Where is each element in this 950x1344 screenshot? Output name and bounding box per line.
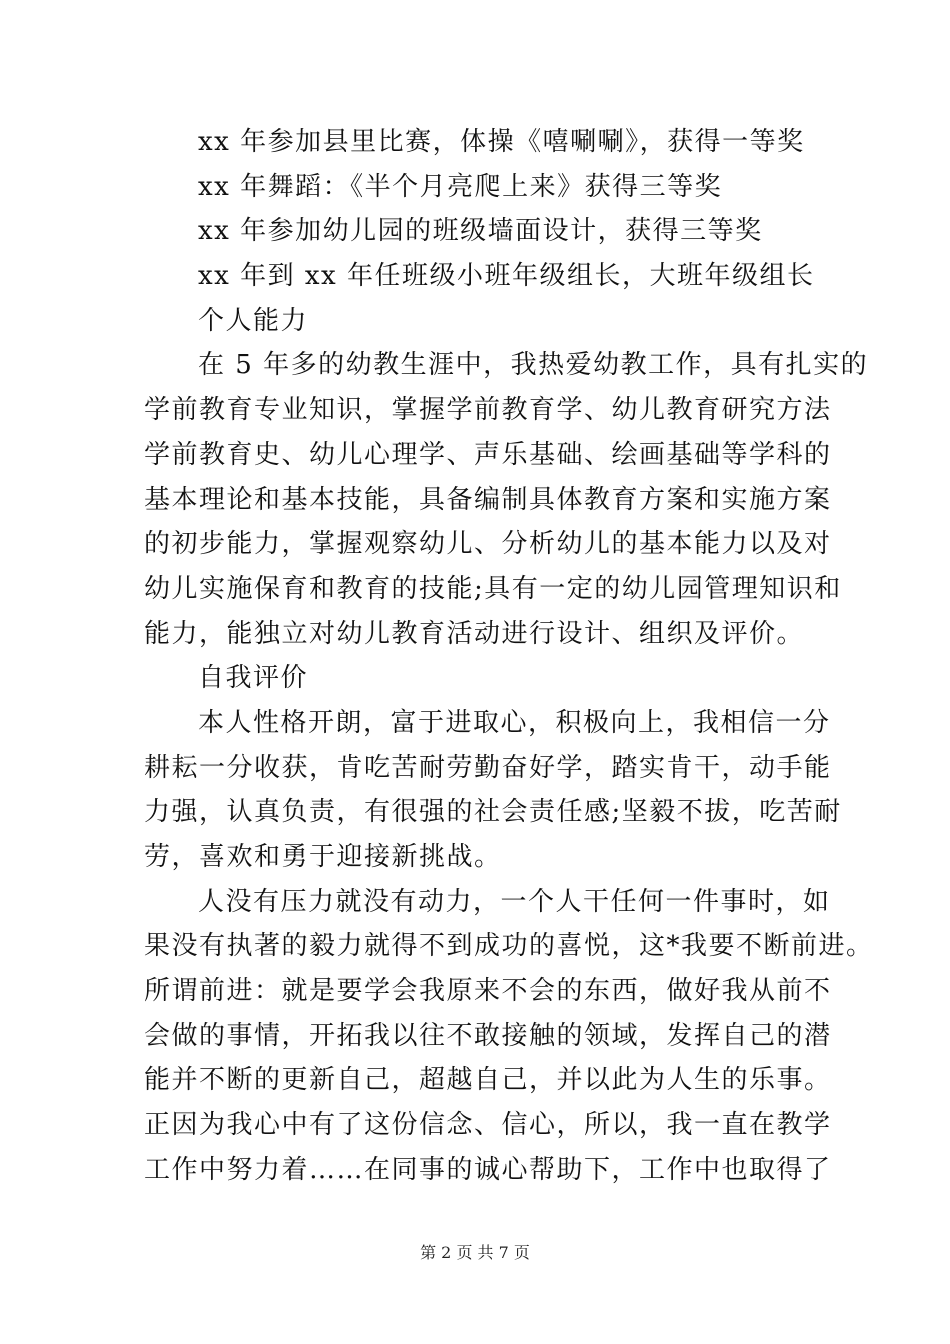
text-line: xx 年参加幼儿园的班级墙面设计，获得三等奖 (198, 216, 763, 247)
text-line: 在 5 年多的幼教生涯中，我热爱幼教工作，具有扎实的 (198, 350, 869, 381)
text-line: 的初步能力，掌握观察幼儿、分析幼儿的基本能力以及对 (144, 529, 832, 560)
text-line: 本人性格开朗，富于进取心，积极向上，我相信一分 (198, 707, 831, 738)
text-line: 正因为我心中有了这份信念、信心，所以，我一直在教学 (144, 1110, 832, 1141)
text-line: 劳，喜欢和勇于迎接新挑战。 (144, 842, 502, 872)
text-line: 个人能力 (198, 305, 309, 336)
text-line: xx 年参加县里比赛，体操《嘻唰唰》，获得一等奖 (198, 127, 805, 157)
text-line: 会做的事情，开拓我以往不敢接触的领域，发挥自己的潜 (144, 1020, 832, 1051)
text-line: 基本理论和基本技能，具备编制具体教育方案和实施方案 (144, 484, 832, 515)
text-line: 人没有压力就没有动力，一个人干任何一件事时，如 (198, 886, 831, 917)
text-line: 能力，能独立对幼儿教育活动进行设计、组织及评价。 (144, 618, 805, 649)
page-number-footer: 第 2 页 共 7 页 (420, 1243, 530, 1262)
text-line: 自我评价 (198, 663, 309, 694)
text-line: 耕耘一分收获，肯吃苦耐劳勤奋好学，踏实肯干，动手能 (144, 752, 832, 783)
text-line: 力强，认真负责，有很强的社会责任感;坚毅不拔，吃苦耐 (144, 797, 842, 828)
text-line: 工作中努力着……在同事的诚心帮助下，工作中也取得了 (144, 1154, 832, 1185)
document-body (144, 120, 874, 1193)
text-line: 果没有执著的毅力就得不到成功的喜悦，这*我要不断前进。 (144, 931, 874, 962)
text-line: 所谓前进：就是要学会我原来不会的东西，做好我从前不 (144, 976, 832, 1007)
text-line: 学前教育专业知识，掌握学前教育学、幼儿教育研究方法 (144, 395, 832, 426)
text-line: xx 年到 xx 年任班级小班年级组长，大班年级组长 (198, 261, 815, 292)
text-line: 幼儿实施保育和教育的技能;具有一定的幼儿园管理知识和 (144, 573, 842, 604)
text-line: xx 年舞蹈：《半个月亮爬上来》获得三等奖 (198, 171, 723, 202)
text-line: 学前教育史、幼儿心理学、声乐基础、绘画基础等学科的 (144, 439, 832, 470)
text-line: 能并不断的更新自己，超越自己，并以此为人生的乐事。 (144, 1065, 832, 1096)
